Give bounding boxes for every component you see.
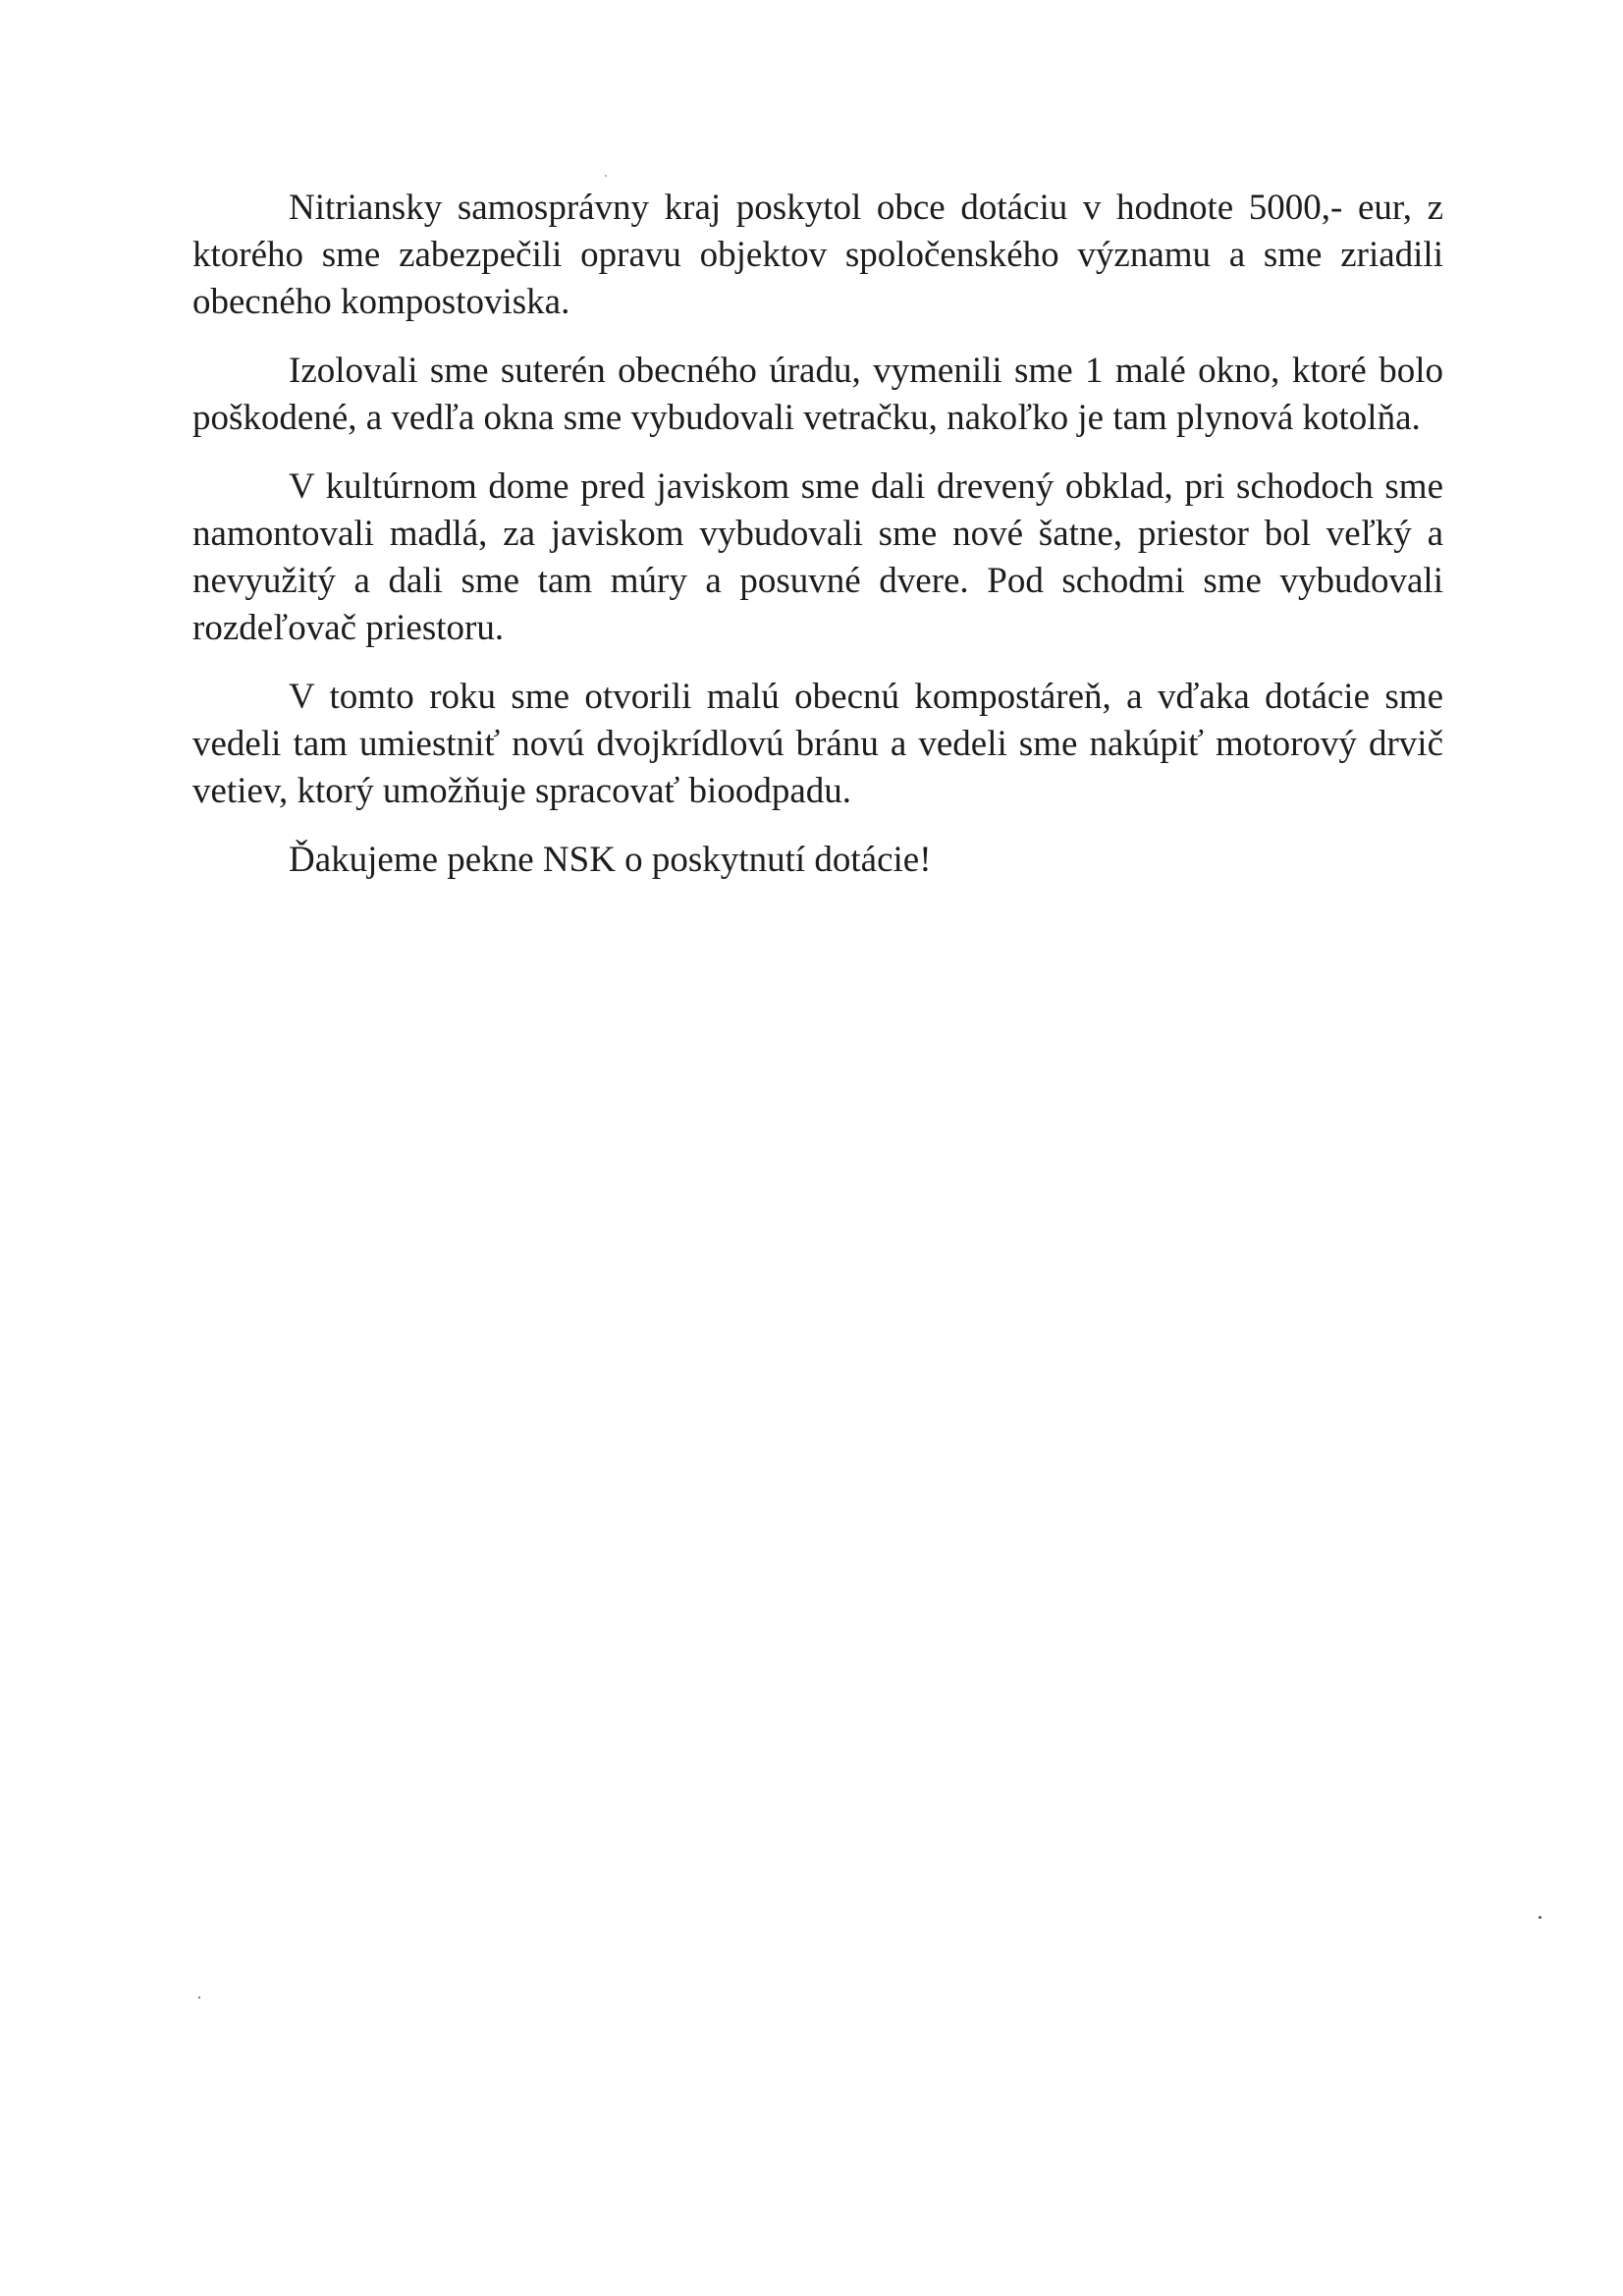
- document-body: [192, 185, 1443, 884]
- scan-speck: [1539, 1916, 1542, 1919]
- scan-speck: [605, 175, 607, 177]
- paragraph-compost-site: V tomto roku sme otvorili malú obecnú kompostáreň, a vďaka dotácie sme vedeli tam umiestniť novú dvojkrídlovú bránu a vedeli sme nakúpiť motorový drvič vetiev, ktorý umožňuje spracovať bioodpadu.: [192, 677, 1443, 811]
- paragraph-grant-summary: Nitriansky samosprávny kraj poskytol obce dotáciu v hodnote 5000,- eur, z ktorého sme zabezpečili opravu objektov spoločenského významu a sme zriadili obecného kompostoviska.: [192, 188, 1443, 322]
- paragraph-thanks: Ďakujeme pekne NSK o poskytnutí dotácie!: [289, 840, 932, 880]
- scan-speck: [198, 1996, 200, 1998]
- paragraph-cultural-house: V kultúrnom dome pred javiskom sme dali drevený obklad, pri schodoch sme namontovali madlá, za javiskom vybudovali sme nové šatne, priestor bol veľký a nevyužitý a dali sme tam múry a posuvné dvere. Pod schodmi sme vybudovali rozdeľovač priestoru.: [192, 466, 1443, 648]
- paragraph-office-repairs: Izolovali sme suterén obecného úradu, vymenili sme 1 malé okno, ktoré bolo poškodené, a vedľa okna sme vybudovali vetračku, nakoľko je tam plynová kotolňa.: [192, 351, 1443, 438]
